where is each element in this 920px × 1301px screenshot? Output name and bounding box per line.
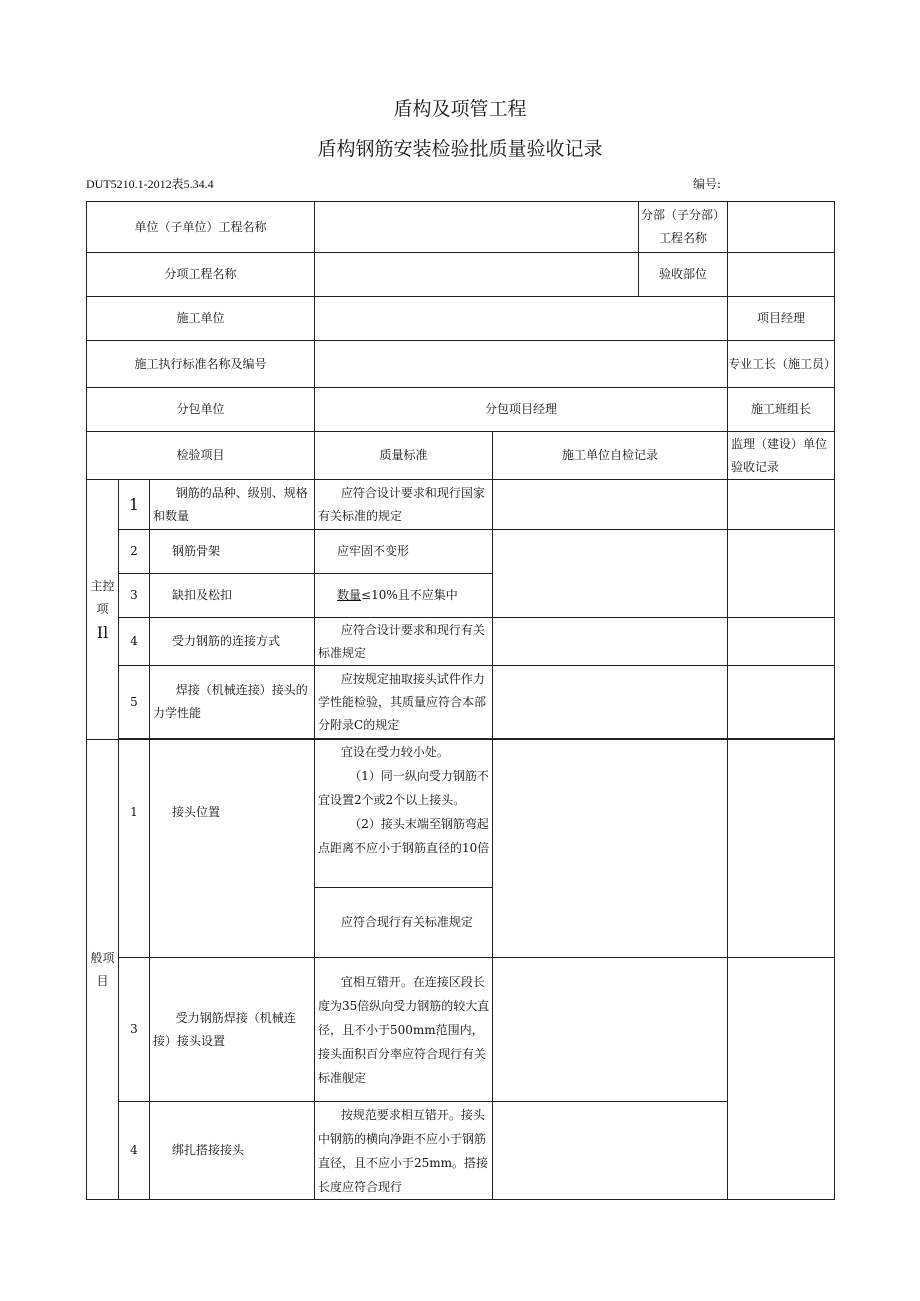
item-name-cell <box>150 740 315 958</box>
self-check-cell[interactable] <box>493 958 728 1102</box>
quality-standard: 应按规定抽取接头试件作力学性能检验，其质量应符合本部分附录C的规定 <box>315 666 493 739</box>
item-name: 焊接（机械连接）接头的力学性能 <box>150 666 315 739</box>
sub-manager-label: 分包项目经理 <box>315 388 728 432</box>
item-number: 1 <box>119 480 150 530</box>
quality-standard: 应牢固不变形 <box>315 530 493 574</box>
self-check-cell[interactable] <box>493 740 728 958</box>
info-row-5 <box>87 388 835 432</box>
supervision-cell[interactable] <box>728 958 835 1200</box>
foreman-label: 专业工长（施工员） <box>728 341 835 388</box>
quality-standard: 应符合现行有关标准规定 <box>315 888 493 958</box>
quality-standard: 应符合设计要求和现行有关标准规定 <box>315 618 493 666</box>
main-control-row-2 <box>87 530 835 574</box>
standard-rest: ≤10%且不应集中 <box>361 588 458 602</box>
subcontractor-label: 分包单位 <box>87 388 315 432</box>
info-row-3 <box>87 297 835 341</box>
info-row-2 <box>87 253 835 297</box>
item-number-cell <box>119 740 150 958</box>
item-project-value[interactable] <box>315 253 639 297</box>
general-row-3 <box>87 958 835 1102</box>
col-item-header: 检验项目 <box>87 432 315 480</box>
acceptance-table <box>86 201 835 1200</box>
page-title: 盾构及项管工程 <box>393 98 527 120</box>
main-control-row-1 <box>87 480 835 530</box>
quality-standard: 宜相互错开。在连接区段长度为35倍纵向受力钢筋的较大直径，且不小于500mm范围内，接头面积百分率应符合现行有关标准舰定 <box>315 958 493 1102</box>
info-row-1 <box>87 202 835 253</box>
item-number: 4 <box>119 618 150 666</box>
sub-project-label: 分部（子分部）工程名称 <box>639 202 728 253</box>
supervision-cell[interactable] <box>728 666 835 739</box>
item-name: 钢筋骨架 <box>150 530 315 574</box>
general-label: 般项目 <box>90 950 115 988</box>
supervision-cell[interactable] <box>728 740 835 958</box>
col-supervision-header: 监理（建设）单位验收记录 <box>728 432 835 480</box>
item-name: 绑扎搭接接头 <box>150 1102 315 1200</box>
quality-standard <box>315 740 493 888</box>
item-number: 1 <box>130 805 138 819</box>
general-label-cell <box>87 740 119 1200</box>
item-name: 受力钢筋焊接（机械连接）接头设置 <box>150 958 315 1102</box>
quality-standard <box>315 574 493 618</box>
main-control-row-5 <box>87 666 835 739</box>
standard-code: DUT5210.1-2012表5.34.4 <box>86 177 214 191</box>
main-control-row-4 <box>87 618 835 666</box>
standard-line: 宜设在受力较小处。 <box>340 745 449 759</box>
general-row-4 <box>87 1102 835 1200</box>
column-header-row <box>87 432 835 480</box>
item-number: 2 <box>119 530 150 574</box>
self-check-cell[interactable] <box>493 480 728 530</box>
supervision-cell[interactable] <box>728 530 835 618</box>
col-standard-header: 质量标准 <box>315 432 493 480</box>
form-title: 盾构钢筋安装检验批质量验收记录 <box>317 138 603 160</box>
construction-unit-label: 施工单位 <box>87 297 315 341</box>
quality-standard: 按规范要求相互错开。接头中钢筋的横向净距不应小于钢筋直径，且不应小于25mm。搭接长度应符合现行 <box>315 1102 493 1200</box>
item-number: 5 <box>119 666 150 739</box>
standard-name-value[interactable] <box>315 341 728 388</box>
item-name: 受力钢筋的连接方式 <box>150 618 315 666</box>
item-project-label: 分项工程名称 <box>87 253 315 297</box>
serial-number-label: 编号: <box>693 177 722 191</box>
acceptance-part-value[interactable] <box>728 253 835 297</box>
col-self-check-header: 施工单位自检记录 <box>493 432 728 480</box>
team-leader-label: 施工班组长 <box>728 388 835 432</box>
self-check-cell[interactable] <box>493 618 728 666</box>
unit-project-label: 单位（子单位）工程名称 <box>87 202 315 253</box>
project-manager-label: 项目经理 <box>728 297 835 341</box>
general-row-1 <box>87 740 835 888</box>
supervision-cell[interactable] <box>728 618 835 666</box>
item-number: 3 <box>119 574 150 618</box>
main-control-label-cell <box>87 480 119 740</box>
item-number: 4 <box>119 1102 150 1200</box>
acceptance-part-label: 验收部位 <box>639 253 728 297</box>
standard-line: （1）同一纵向受力钢筋不宜设置2个或2个以上接头。 <box>318 769 489 807</box>
unit-project-value[interactable] <box>315 202 639 253</box>
item-name: 缺扣及松扣 <box>150 574 315 618</box>
item-name: 钢筋的品种、级别、规格和数量 <box>150 480 315 530</box>
standard-line: （2）接头末端至钢筋弯起点距离不应小于钢筋直径的10倍 <box>318 817 490 855</box>
standard-name-label: 施工执行标准名称及编号 <box>87 341 315 388</box>
self-check-cell[interactable] <box>493 530 728 618</box>
self-check-cell[interactable] <box>493 1102 728 1200</box>
sub-project-value[interactable] <box>728 202 835 253</box>
item-number: 3 <box>119 958 150 1102</box>
item-name: 接头位置 <box>172 805 221 819</box>
self-check-cell[interactable] <box>493 666 728 739</box>
info-row-4 <box>87 341 835 388</box>
main-control-mark: Il <box>96 623 109 642</box>
supervision-cell[interactable] <box>728 480 835 530</box>
construction-unit-value[interactable] <box>315 297 728 341</box>
standard-prefix: 数量 <box>337 588 362 602</box>
main-control-label: 主控项 <box>90 579 115 616</box>
quality-standard: 应符合设计要求和现行国家有关标准的规定 <box>315 480 493 530</box>
